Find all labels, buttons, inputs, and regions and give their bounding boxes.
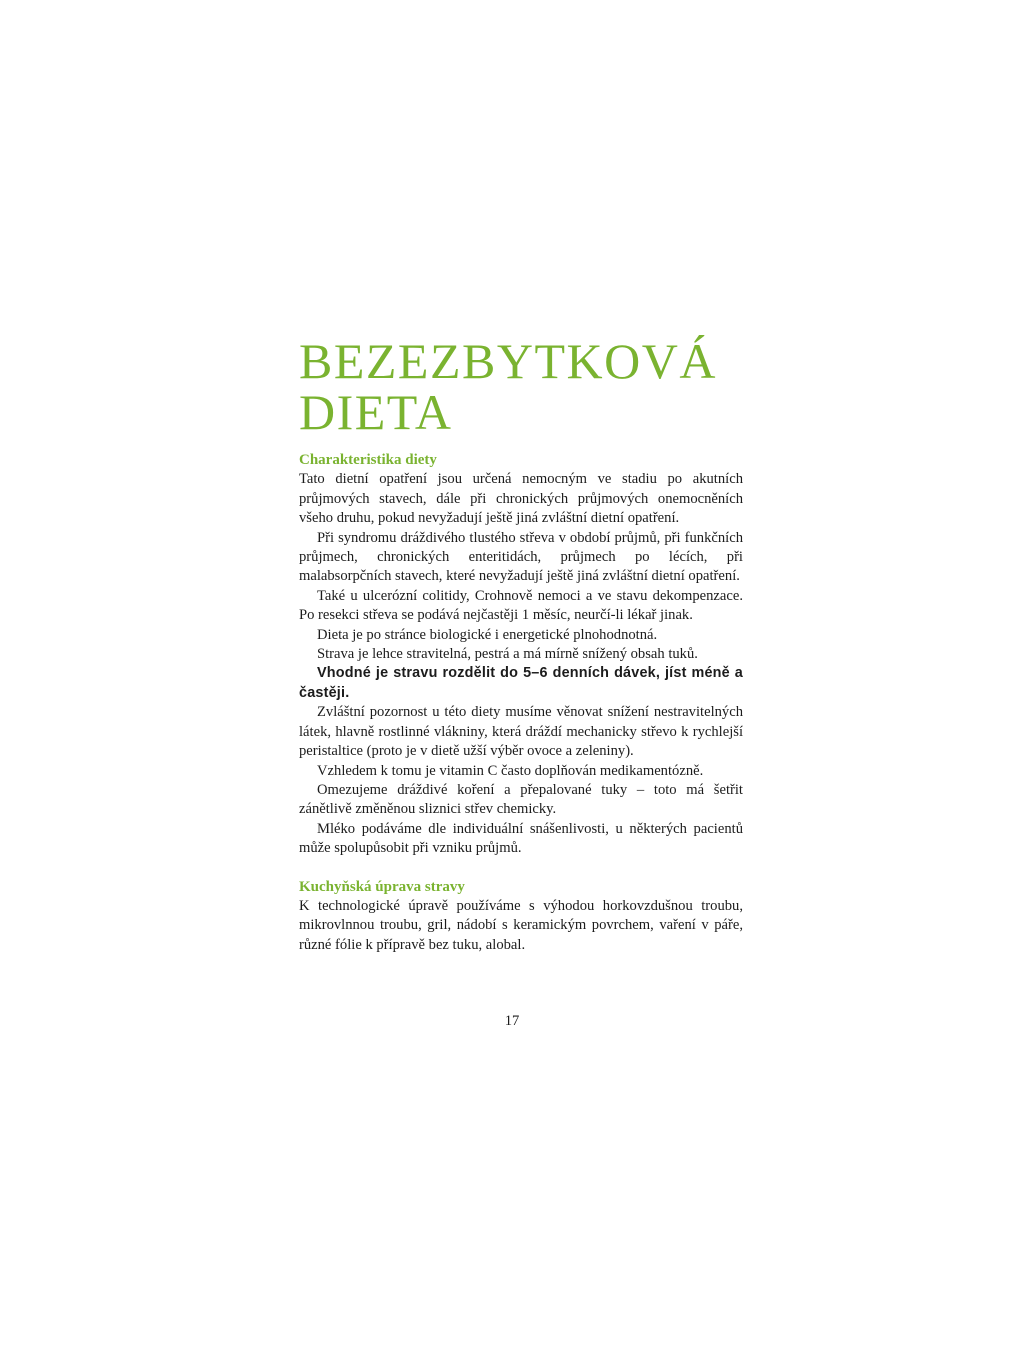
section-heading: Charakteristika diety bbox=[299, 452, 437, 468]
section-kitchen-preparation bbox=[299, 878, 743, 956]
paragraph: Dieta je po stránce biologické i energetické plnohodnotná. bbox=[317, 626, 658, 643]
section-spacer bbox=[299, 859, 743, 878]
paragraph: Vzhledem k tomu je vitamin C často doplňován medikamentózně. bbox=[317, 762, 704, 779]
paragraph: Tato dietní opatření jsou určená nemocným ve stadiu po akutních průjmových stavech, dále při chronických průjmových onemocněních všeho druhu, pokud nevyžadují ještě jiná zvláštní dietní opatření. bbox=[299, 471, 743, 527]
title-line-1: BEZEZBYTKOVÁ bbox=[299, 333, 717, 389]
title-line-2: DIETA bbox=[299, 384, 453, 440]
paragraph: Zvláštní pozornost u této diety musíme věnovat snížení nestravitelných látek, hlavně rostlinné vlákniny, která dráždí mechanicky střevo k rychlejší peristaltice (proto je v dietě užší výběr ovoce a zeleniny). bbox=[299, 704, 743, 760]
paragraph: Omezujeme dráždivé koření a přepalované tuky – toto má šetřit zánětlivě změněnou sliznici střev chemicky. bbox=[299, 781, 743, 818]
paragraph: Strava je lehce stravitelná, pestrá a má mírně snížený obsah tuků. bbox=[317, 646, 698, 663]
paragraph: Také u ulcerózní colitidy, Crohnově nemoci a ve stavu dekompenzace. Po resekci střeva se podává nejčastěji 1 měsíc, neurčí-li lékař jinak. bbox=[299, 587, 743, 624]
paragraph: K technologické úpravě používáme s výhodou horkovzdušnou troubu, mikrovlnnou troubu, gril, nádobí s keramickým povrchem, vaření v páře, různé fólie k přípravě bez tuku, alobal. bbox=[299, 897, 743, 953]
section-characteristics bbox=[299, 451, 743, 859]
emphasis-paragraph: Vhodné je stravu rozdělit do 5–6 denních dávek, jíst méně a častěji. bbox=[299, 665, 743, 701]
page-content bbox=[299, 333, 743, 955]
section-heading: Kuchyňská úprava stravy bbox=[299, 878, 465, 895]
paragraph: Při syndromu dráždivého tlustého střeva v období průjmů, při funkčních průjmech, chronických enteritidách, průjmech po lécích, při malabsorpčních stavech, které nevyžadují ještě jiná zvláštní dietní opatření. bbox=[299, 529, 743, 585]
page-title bbox=[299, 333, 743, 440]
page-number: 17 bbox=[504, 1013, 520, 1029]
paragraph: Mléko podáváme dle individuální snášenlivosti, u některých pacientů může spolupůsobit při vzniku průjmů. bbox=[299, 820, 743, 857]
